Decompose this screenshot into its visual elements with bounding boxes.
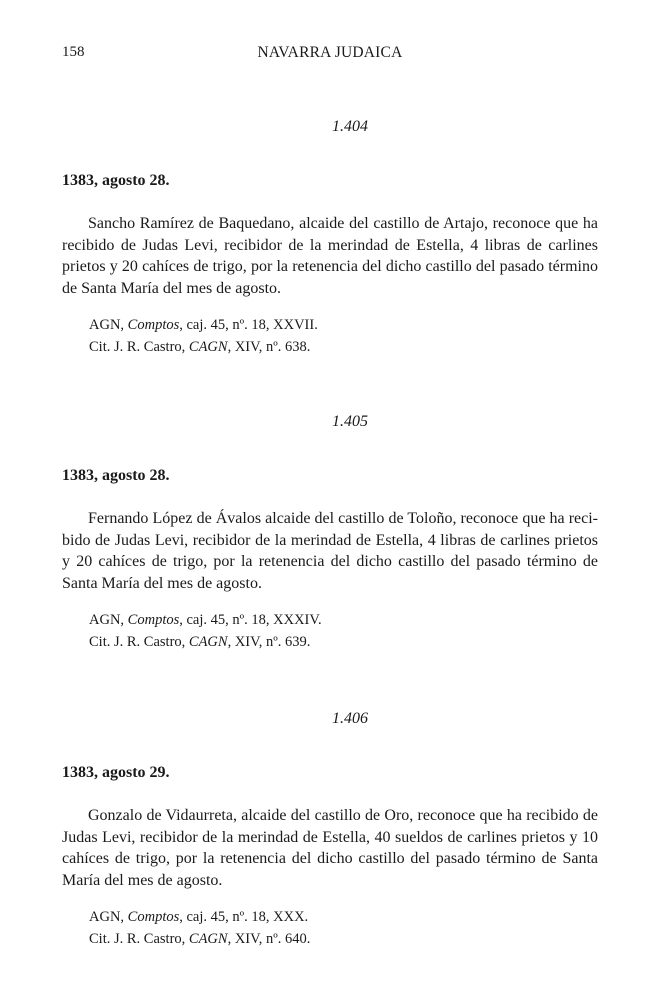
entry-references — [62, 609, 598, 653]
entry-number: 1.404 — [332, 118, 368, 135]
entry-references — [62, 906, 598, 950]
ref-text: Cit. J. R. Castro, — [89, 339, 189, 355]
ref-italic: Comptos — [127, 612, 180, 628]
ref-text: , XIV, nº. 640. — [227, 931, 311, 947]
document-entry — [62, 413, 598, 653]
running-title: NAVARRA JUDAICA — [257, 44, 403, 61]
document-entry — [62, 118, 598, 358]
ref-italic: Comptos — [127, 317, 180, 333]
document-entry — [62, 710, 598, 950]
archive-reference — [89, 906, 598, 928]
ref-text: , caj. 45, nº. 18, XXXIV. — [179, 612, 322, 628]
entry-summary: Sancho Ramírez de Baquedano, alcaide del castillo de Artajo, reconoce que ha recibido de Judas Levi, recibidor de la merindad de Estella, 4 libras de carlines prietos y 20 cahíces de trigo, por la retenencia del dicho castillo del pasado término de Santa María del mes de agosto. — [62, 215, 598, 297]
ref-italic: CAGN — [188, 931, 228, 947]
entry-number: 1.406 — [332, 710, 368, 727]
ref-text: AGN, — [89, 909, 128, 925]
entry-references — [62, 314, 598, 358]
archive-reference — [89, 609, 598, 631]
ref-text: , caj. 45, nº. 18, XXVII. — [179, 317, 318, 333]
entry-number: 1.405 — [332, 413, 368, 430]
ref-text: AGN, — [89, 612, 128, 628]
entry-date: 1383, agosto 28. — [62, 172, 170, 189]
entry-summary: Gonzalo de Vidaurreta, alcaide del castillo de Oro, reconoce que ha recibido de Judas Levi, recibidor de la merindad de Estella, 40 sueldos de carlines prietos y 10 cahíces de trigo, por la retenencia del dicho castillo del pasado término de Santa María del mes de agosto. — [62, 807, 598, 889]
page-number: 158 — [62, 44, 85, 60]
ref-italic: CAGN — [188, 339, 228, 355]
entry-date: 1383, agosto 28. — [62, 467, 170, 484]
archive-reference — [89, 314, 598, 336]
ref-italic: CAGN — [188, 634, 228, 650]
entry-date: 1383, agosto 29. — [62, 764, 170, 781]
ref-text: Cit. J. R. Castro, — [89, 634, 189, 650]
citation-reference — [89, 631, 598, 653]
citation-reference — [89, 336, 598, 358]
ref-text: AGN, — [89, 317, 128, 333]
entry-summary: Fernando López de Ávalos alcaide del castillo de Toloño, reconoce que ha recibido de Judas Levi, recibidor de la merindad de Estella, 4 libras de carlines prietos y 20 cahíces de trigo, por la retenencia del dicho castillo del pasado término de Santa María del mes de agosto. — [62, 510, 598, 592]
ref-text: , XIV, nº. 638. — [227, 339, 311, 355]
ref-italic: Comptos — [127, 909, 180, 925]
citation-reference — [89, 928, 598, 950]
ref-text: Cit. J. R. Castro, — [89, 931, 189, 947]
ref-text: , caj. 45, nº. 18, XXX. — [179, 909, 309, 925]
ref-text: , XIV, nº. 639. — [227, 634, 311, 650]
